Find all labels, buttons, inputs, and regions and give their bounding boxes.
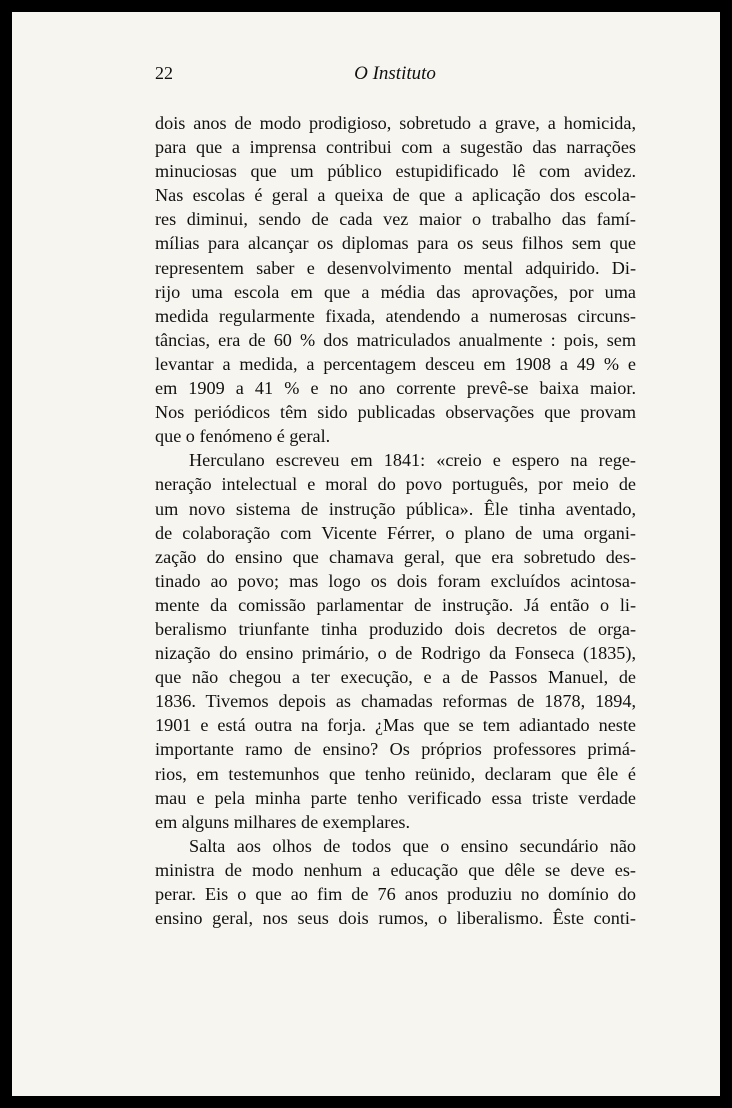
text-line: importante ramo de ensino? Os próprios professores primá- bbox=[155, 739, 636, 760]
paragraph-first-line: Salta aos olhos de todos que o ensino secundário não bbox=[189, 835, 636, 856]
paragraph-end-line: em alguns milhares de exemplares. bbox=[155, 811, 411, 832]
text-line: perar. Eis o que ao fim de 76 anos produziu no domínio do bbox=[155, 884, 636, 904]
body-text bbox=[155, 111, 636, 930]
text-line: ensino geral, nos seus dois rumos, o liberalismo. Êste conti- bbox=[155, 908, 636, 929]
text-line: levantar a medida, a percentagem desceu em 1908 a 49 % e bbox=[155, 353, 636, 374]
text-line: Nas escolas é geral a queixa de que a aplicação dos escola- bbox=[155, 185, 636, 206]
page-number: 22 bbox=[155, 63, 173, 83]
text-line: mau e pela minha parte tenho verificado essa triste verdade bbox=[155, 787, 636, 808]
paragraph-end-line: que o fenómeno é geral. bbox=[155, 426, 331, 447]
text-line: medida regularmente fixada, atendendo a numerosas circuns- bbox=[155, 305, 636, 326]
text-line: mílias para alcançar os diplomas para os seus filhos sem que bbox=[155, 233, 636, 254]
paragraph-first-line: Herculano escreveu em 1841: «creio e espero na rege- bbox=[189, 450, 636, 471]
text-line: um novo sistema de instrução pública». Êle tinha aventado, bbox=[155, 498, 636, 519]
text-line: dois anos de modo prodigioso, sobretudo a grave, a homicida, bbox=[155, 113, 636, 133]
running-title: O Instituto bbox=[354, 63, 436, 84]
text-line: Nos periódicos têm sido publicadas observações que provam bbox=[155, 402, 636, 423]
text-line: rios, em testemunhos que tenho reünido, declaram que êle é bbox=[155, 763, 636, 784]
text-line: 1901 e está outra na forja. ¿Mas que se tem adiantado neste bbox=[155, 715, 636, 736]
text-line: tâncias, era de 60 % dos matriculados anualmente : pois, sem bbox=[155, 329, 636, 350]
text-line: res diminui, sendo de cada vez maior o trabalho das famí- bbox=[155, 209, 636, 230]
text-line: de colaboração com Vicente Férrer, o plano de uma organi- bbox=[155, 522, 636, 543]
text-line: tinado ao povo; mas logo os dois foram excluídos acintosa- bbox=[155, 570, 636, 591]
text-line: ministra de modo nenhum a educação que dêle se deve es- bbox=[155, 859, 636, 880]
text-line: nização do ensino primário, o de Rodrigo da Fonseca (1835), bbox=[155, 643, 636, 664]
text-line: que não chegou a ter execução, e a de Passos Manuel, de bbox=[155, 667, 636, 688]
text-line: rijo uma escola em que a média das aprovações, por uma bbox=[155, 281, 636, 302]
text-line: neração intelectual e moral do povo português, por meio de bbox=[155, 474, 636, 495]
text-line: representem saber e desenvolvimento mental adquirido. Di- bbox=[155, 257, 636, 278]
text-line: 1836. Tivemos depois as chamadas reformas de 1878, 1894, bbox=[155, 691, 636, 712]
text-line: beralismo triunfante tinha produzido dois decretos de orga- bbox=[155, 618, 636, 639]
text-line: em 1909 a 41 % e no ano corrente prevê-se baixa maior. bbox=[155, 378, 636, 399]
text-line: mente da comissão parlamentar de instrução. Já então o li- bbox=[155, 594, 636, 615]
text-line: para que a imprensa contribui com a sugestão das narrações bbox=[155, 137, 636, 158]
text-line: zação do ensino que chamava geral, que era sobretudo des- bbox=[155, 546, 636, 567]
page-header bbox=[155, 63, 635, 93]
text-line: minuciosas que um público estupidificado lê com avidez. bbox=[155, 161, 636, 182]
